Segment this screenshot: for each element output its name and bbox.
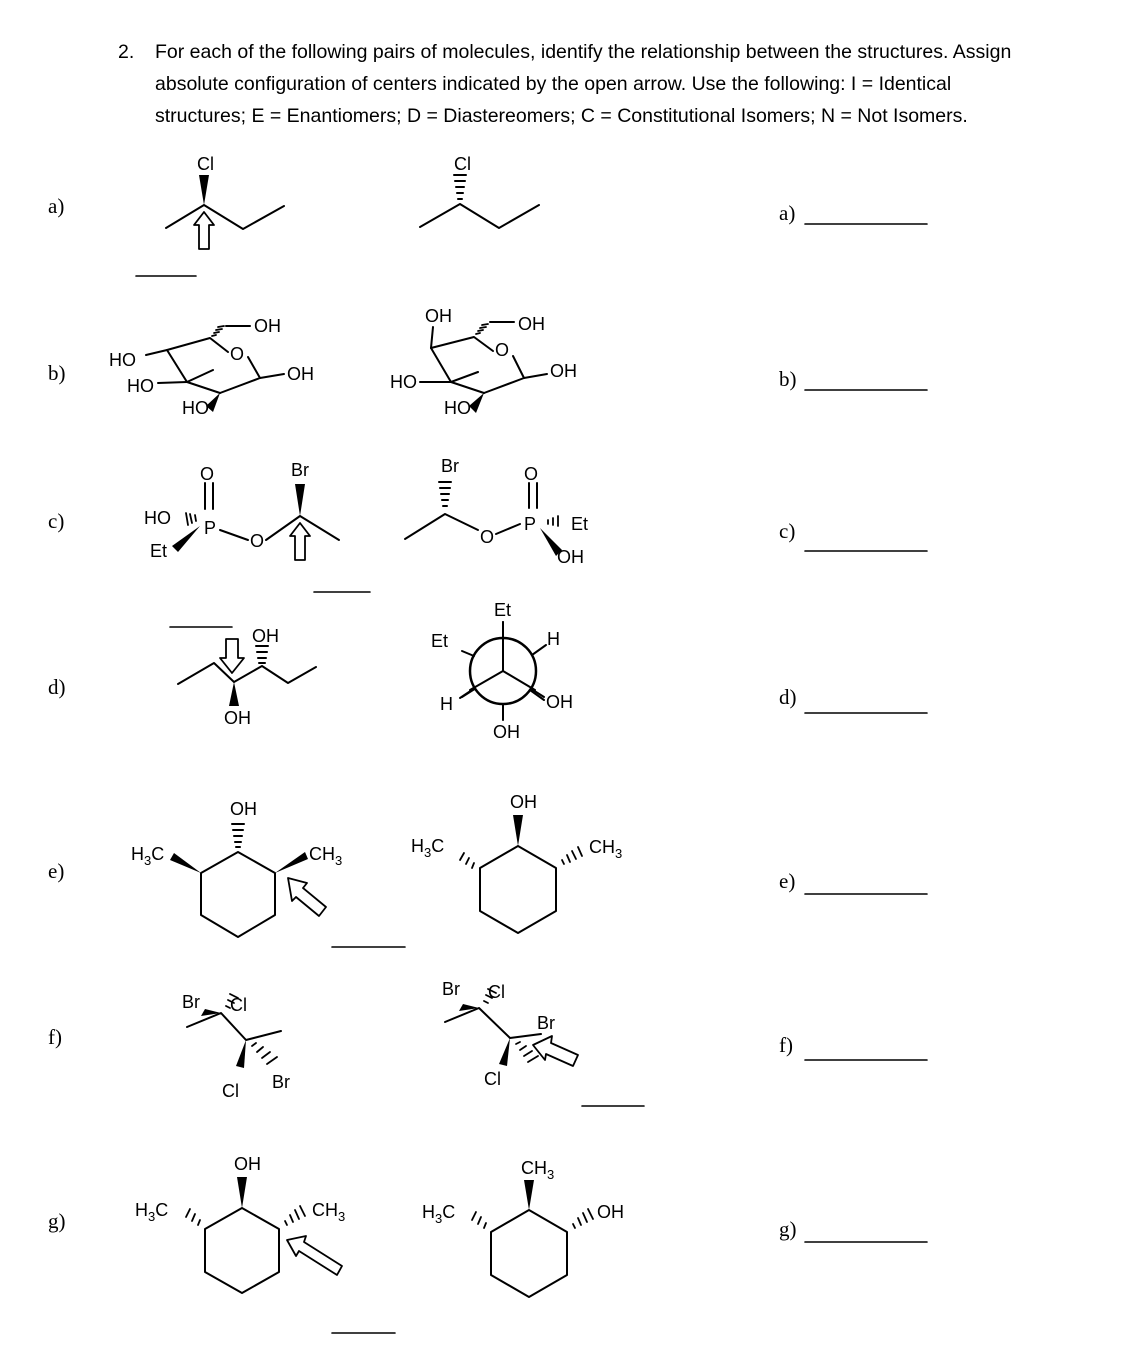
svg-text:Et: Et xyxy=(494,600,512,620)
svg-text:H: H xyxy=(440,694,453,714)
svg-text:OH: OH xyxy=(518,314,545,334)
svg-text:HO: HO xyxy=(444,398,471,418)
svg-text:Cl: Cl xyxy=(484,1069,501,1089)
question-line-2: absolute configuration of centers indicated by the open arrow. Use the following: I = Identical xyxy=(155,73,952,95)
svg-text:Br: Br xyxy=(442,979,460,999)
open-arrow-f xyxy=(533,1036,578,1066)
svg-text:O: O xyxy=(495,340,510,360)
svg-text:HO: HO xyxy=(109,350,136,370)
svg-text:H: H xyxy=(547,629,560,649)
svg-text:Br: Br xyxy=(291,460,309,480)
svg-text:OH: OH xyxy=(493,722,520,742)
answer-label-d: d) xyxy=(779,685,797,709)
svg-text:CH3: $CH_3$ xyxy=(589,837,623,861)
svg-text:H3C: $H_3C$ xyxy=(135,1200,169,1224)
row-label-e: e) xyxy=(48,859,65,883)
newman-d-right xyxy=(431,600,573,742)
svg-text:OH: OH xyxy=(510,792,537,812)
molecule-f-left xyxy=(182,992,290,1101)
svg-text:O: O xyxy=(250,531,265,551)
svg-text:OH: OH xyxy=(287,364,314,384)
molecule-d-left xyxy=(178,626,316,728)
answer-label-f: f) xyxy=(779,1033,793,1057)
svg-text:CH3: $CH_3$ xyxy=(312,1200,346,1224)
svg-text:Cl: Cl xyxy=(222,1081,239,1101)
molecule-c-right xyxy=(405,456,588,567)
svg-text:Et: Et xyxy=(150,541,168,561)
svg-text:Br: Br xyxy=(182,992,200,1012)
svg-text:OH: OH xyxy=(234,1154,261,1174)
question-line-3: structures; E = Enantiomers; D = Diastereomers; C = Constitutional Isomers; N = Not Isomers. xyxy=(155,105,968,127)
svg-text:OH: OH xyxy=(254,316,281,336)
svg-text:OH: OH xyxy=(252,626,279,646)
svg-text:HO: HO xyxy=(390,372,417,392)
svg-text:OH: OH xyxy=(557,547,584,567)
molecule-b-left xyxy=(109,316,314,418)
question-number: 2. xyxy=(118,41,135,63)
svg-text:Et: Et xyxy=(431,631,449,651)
svg-text:H3C: $H_3C$ xyxy=(422,1202,456,1226)
row-label-g: g) xyxy=(48,1209,66,1233)
molecule-e-right xyxy=(411,792,622,933)
row-label-a: a) xyxy=(48,194,65,218)
question-line-1: For each of the following pairs of molecules, identify the relationship between the structures. Assign xyxy=(155,41,1012,63)
svg-text:OH: OH xyxy=(425,306,452,326)
svg-text:P: P xyxy=(524,514,537,534)
svg-text:O: O xyxy=(480,527,495,547)
answer-label-e: e) xyxy=(779,869,796,893)
molecule-g-left xyxy=(135,1154,345,1293)
open-arrow-a xyxy=(194,212,214,249)
molecule-a-left xyxy=(166,154,284,249)
molecule-a-right xyxy=(420,154,539,228)
row-label-c: c) xyxy=(48,509,65,533)
answer-label-a: a) xyxy=(779,201,796,225)
answer-label-c: c) xyxy=(779,519,796,543)
svg-text:O: O xyxy=(524,464,539,484)
row-label-b: b) xyxy=(48,361,66,385)
svg-text:OH: OH xyxy=(224,708,251,728)
molecule-b-right xyxy=(390,306,577,418)
svg-text:O: O xyxy=(200,464,215,484)
svg-text:Br: Br xyxy=(272,1072,290,1092)
svg-text:CH3: $CH_3$ xyxy=(309,844,343,868)
svg-text:HO: HO xyxy=(127,376,154,396)
svg-text:H3C: $H_3C$ xyxy=(411,836,445,860)
molecule-f-right xyxy=(442,979,578,1089)
svg-text:H3C: $H_3C$ xyxy=(131,844,165,868)
molecule-e-left xyxy=(131,799,342,937)
svg-text:Et: Et xyxy=(571,514,589,534)
open-arrow-e xyxy=(288,878,326,916)
row-label-d: d) xyxy=(48,675,66,699)
svg-text:HO: HO xyxy=(144,508,171,528)
svg-text:Cl: Cl xyxy=(197,154,214,174)
svg-text:Br: Br xyxy=(537,1013,555,1033)
svg-text:Br: Br xyxy=(441,456,459,476)
svg-text:Cl: Cl xyxy=(488,982,505,1002)
open-arrow-g xyxy=(287,1236,342,1275)
molecule-c-left xyxy=(144,460,339,561)
svg-text:CH3: $CH_3$ xyxy=(521,1158,555,1182)
answer-label-g: g) xyxy=(779,1217,797,1241)
svg-text:P: P xyxy=(204,518,217,538)
svg-text:OH: OH xyxy=(597,1202,624,1222)
open-arrow-d xyxy=(220,639,244,673)
svg-text:O: O xyxy=(230,344,245,364)
svg-text:OH: OH xyxy=(230,799,257,819)
svg-text:OH: OH xyxy=(550,361,577,381)
open-arrow-c xyxy=(290,523,310,560)
svg-text:HO: HO xyxy=(182,398,209,418)
svg-text:OH: OH xyxy=(546,692,573,712)
row-label-f: f) xyxy=(48,1025,62,1049)
answer-label-b: b) xyxy=(779,367,797,391)
svg-text:Cl: Cl xyxy=(230,995,247,1015)
svg-text:Cl: Cl xyxy=(454,154,471,174)
molecule-g-right xyxy=(422,1158,624,1297)
